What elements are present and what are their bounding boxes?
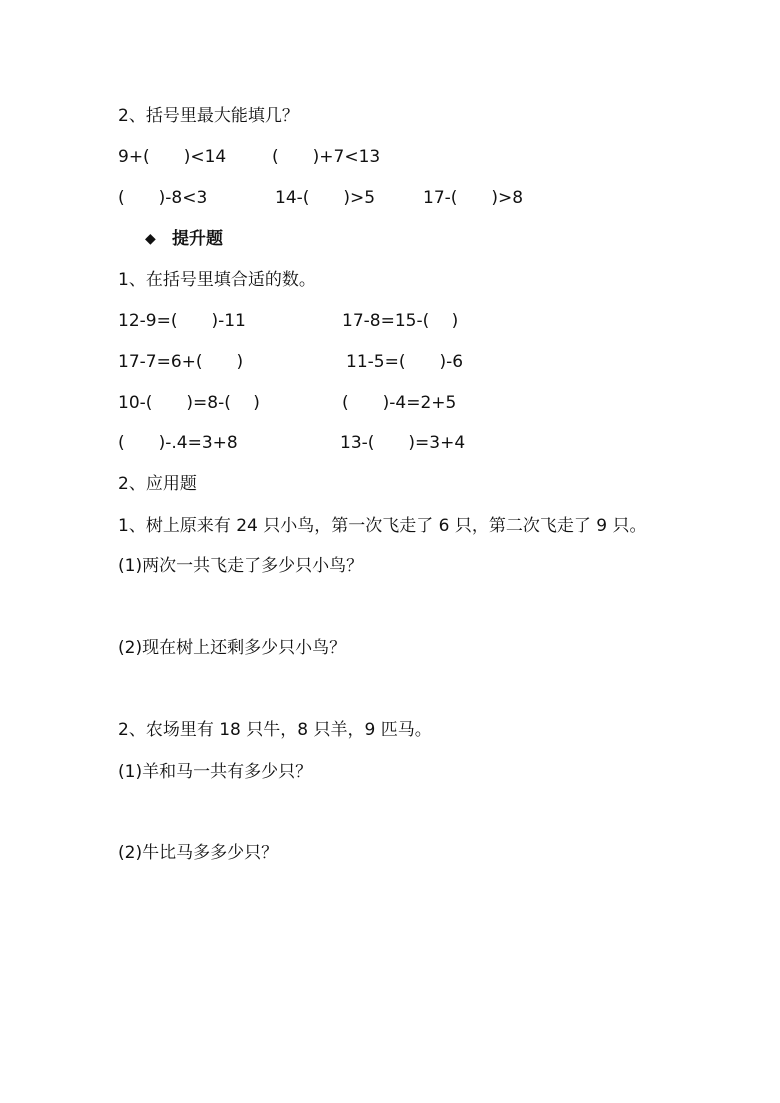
section-heading-application: 2、应用题 <box>118 474 197 494</box>
word-problem-text: 1、树上原来有 24 只小鸟，第一次飞走了 6 只，第二次飞走了 9 只。 <box>118 516 647 536</box>
section-heading-advanced: 提升题 <box>172 229 223 249</box>
inequality-item: ( )+7<13 <box>272 147 381 167</box>
diamond-bullet-icon: ◆ <box>145 231 156 247</box>
equation-item: 17-8=15-( ) <box>342 311 459 331</box>
inequality-item: 17-( )>8 <box>423 188 524 208</box>
equation-item: ( )-.4=3+8 <box>118 433 238 453</box>
equation-item: 17-7=6+( ) <box>118 352 244 372</box>
inequality-item: 14-( )>5 <box>275 188 376 208</box>
equation-item: 12-9=( )-11 <box>118 311 246 331</box>
inequality-item: 9+( )<14 <box>118 147 227 167</box>
word-problem-question: (2)现在树上还剩多少只小鸟？ <box>118 638 347 658</box>
word-problem-question: (1)两次一共飞走了多少只小鸟？ <box>118 556 364 576</box>
equation-item: ( )-4=2+5 <box>342 393 457 413</box>
question-fill-title: 1、在括号里填合适的数。 <box>118 270 316 290</box>
equation-item: 10-( )=8-( ) <box>118 393 260 413</box>
question-max-fill-title: 2、括号里最大能填几？ <box>118 106 299 126</box>
equation-item: 13-( )=3+4 <box>340 433 466 453</box>
word-problem-question: (1)羊和马一共有多少只？ <box>118 762 313 782</box>
equation-item: 11-5=( )-6 <box>346 352 464 372</box>
word-problem-text: 2、农场里有 18 只牛，8 只羊，9 匹马。 <box>118 720 432 740</box>
word-problem-question: (2)牛比马多多少只？ <box>118 843 279 863</box>
inequality-item: ( )-8<3 <box>118 188 208 208</box>
